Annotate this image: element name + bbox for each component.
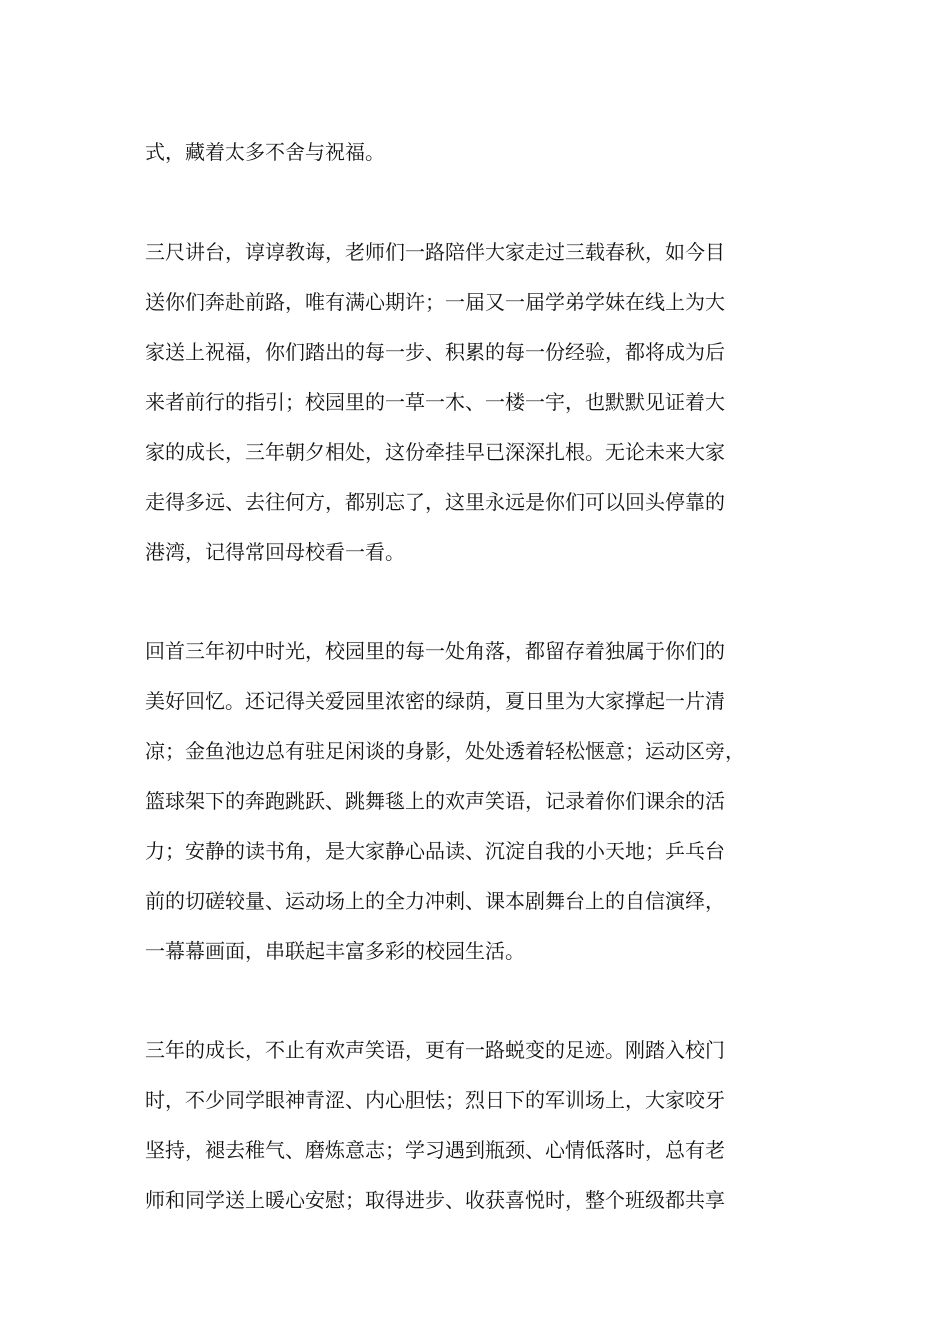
text-line: 篮球架下的奔跑跳跃、跳舞毯上的欢声笑语，记录着你们课余的活: [145, 789, 725, 813]
text-line: 家送上祝福，你们踏出的每一步、积累的每一份经验，都将成为后: [145, 340, 725, 364]
text-line: 港湾，记得常回母校看一看。: [145, 540, 405, 564]
text-line: 力；安静的读书角，是大家静心品读、沉淀自我的小天地；乒乓台: [145, 839, 725, 863]
text-line: 坚持，褪去稚气、磨炼意志；学习遇到瓶颈、心情低落时，总有老: [145, 1138, 725, 1162]
text-line: 师和同学送上暖心安慰；取得进步、收获喜悦时，整个班级都共享: [145, 1188, 725, 1212]
text-line: 三年的成长，不止有欢声笑语，更有一路蜕变的足迹。刚踏入校门: [145, 1038, 725, 1062]
text-line: 一幕幕画面，串联起丰富多彩的校园生活。: [145, 939, 525, 963]
text-line: 送你们奔赴前路，唯有满心期许；一届又一届学弟学妹在线上为大: [145, 290, 725, 314]
text-line: 三尺讲台，谆谆教诲，老师们一路陪伴大家走过三载春秋，如今目: [145, 240, 725, 264]
text-line: 时，不少同学眼神青涩、内心胆怯；烈日下的军训场上，大家咬牙: [145, 1088, 725, 1112]
paragraph-1: [145, 127, 825, 177]
text-line: 式，藏着太多不舍与祝福。: [145, 140, 385, 164]
paragraph-3: [145, 626, 825, 976]
text-line: 家的成长，三年朝夕相处，这份牵挂早已深深扎根。无论未来大家: [145, 440, 725, 464]
paragraph-2: [145, 227, 825, 577]
text-line: 走得多远、去往何方，都别忘了，这里永远是你们可以回头停靠的: [145, 490, 725, 514]
text-line: 美好回忆。还记得关爱园里浓密的绿荫，夏日里为大家撑起一片清: [145, 689, 725, 713]
text-line: 凉；金鱼池边总有驻足闲谈的身影，处处透着轻松惬意；运动区旁，: [145, 739, 745, 763]
text-line: 前的切磋较量、运动场上的全力冲刺、课本剧舞台上的自信演绎，: [145, 889, 725, 913]
text-line: 回首三年初中时光，校园里的每一处角落，都留存着独属于你们的: [145, 639, 725, 663]
text-line: 来者前行的指引；校园里的一草一木、一楼一宇，也默默见证着大: [145, 390, 725, 414]
paragraph-4: [145, 1025, 825, 1225]
